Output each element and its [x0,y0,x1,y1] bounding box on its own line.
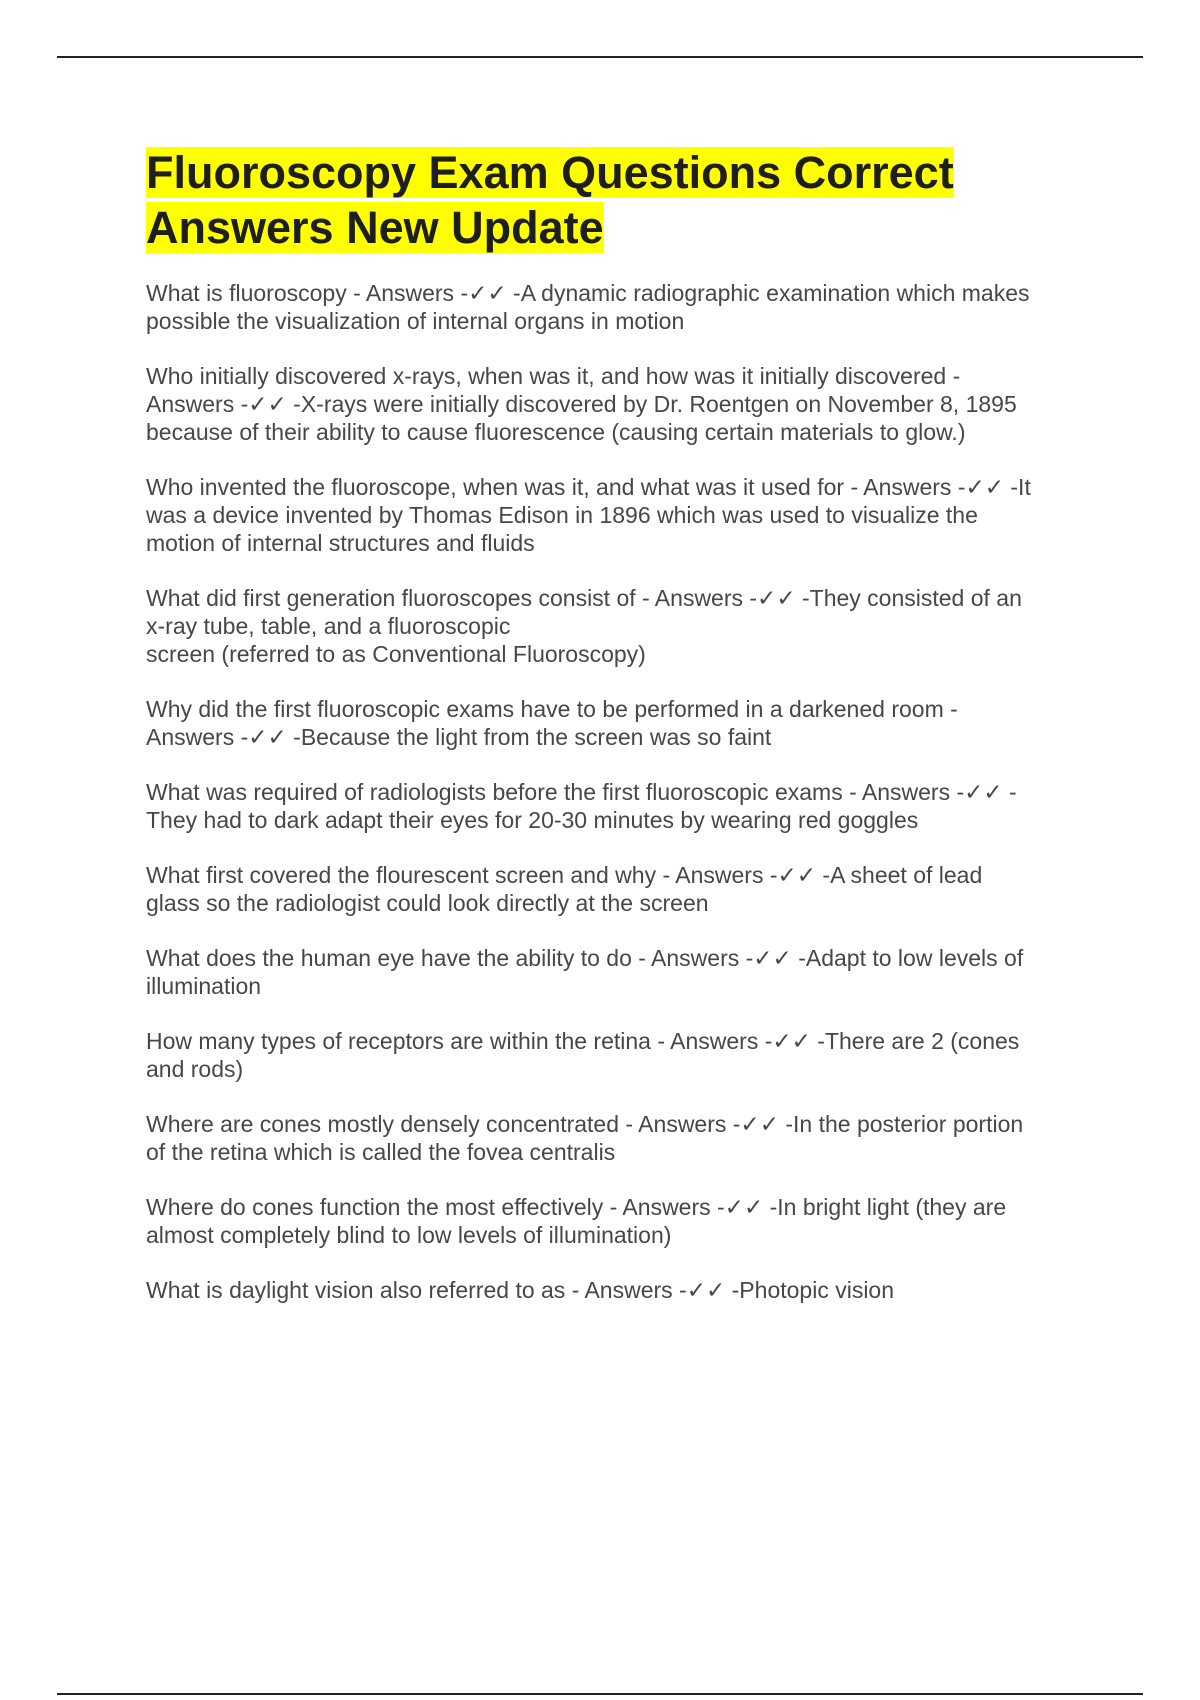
qa-item: Where do cones function the most effectively - Answers -✓✓ -In bright light (they are almost completely blind to low levels of illumination) [146,1194,1007,1248]
document-body [146,145,1086,1331]
qa-item: What was required of radiologists before the first fluoroscopic exams - Answers -✓✓ - They had to dark adapt their eyes for 20-30 minutes by wearing red goggles [146,779,1017,833]
qa-item: Why did the first fluoroscopic exams have to be performed in a darkened room - Answers -✓✓ -Because the light from the screen was so faint [146,696,958,750]
top-rule [57,56,1143,58]
document-title [146,145,1086,255]
qa-item: Who invented the fluoroscope, when was it, and what was it used for - Answers -✓✓ -It was a device invented by Thomas Edison in 1896 which was used to visualize the motion of internal structures and fluids [146,474,1031,556]
qa-item: Where are cones mostly densely concentrated - Answers -✓✓ -In the posterior portion of the retina which is called the fovea centralis [146,1111,1024,1165]
qa-item: What first covered the flourescent screen and why - Answers -✓✓ -A sheet of lead glass so the radiologist could look directly at the screen [146,862,983,916]
qa-item: What is fluoroscopy - Answers -✓✓ -A dynamic radiographic examination which makes possible the visualization of internal organs in motion [146,280,1030,334]
qa-item: What is daylight vision also referred to as - Answers -✓✓ -Photopic vision [146,1277,895,1303]
qa-item: Who initially discovered x-rays, when was it, and how was it initially discovered - Answers -✓✓ -X-rays were initially discovered by Dr. Roentgen on November 8, 1895 because of their ability to cause fluorescence (causing certain materials to glow.) [146,363,1017,445]
title-highlight: Fluoroscopy Exam Questions Correct Answers New Update [146,147,954,253]
qa-item: What did first generation fluoroscopes consist of - Answers -✓✓ -They consisted of an x-ray tube, table, and a fluoroscopic screen (referred to as Conventional Fluoroscopy) [146,585,1022,667]
qa-item: How many types of receptors are within the retina - Answers -✓✓ -There are 2 (cones and rods) [146,1028,1020,1082]
qa-item: What does the human eye have the ability to do - Answers -✓✓ -Adapt to low levels of illumination [146,945,1024,999]
bottom-rule [57,1693,1143,1695]
